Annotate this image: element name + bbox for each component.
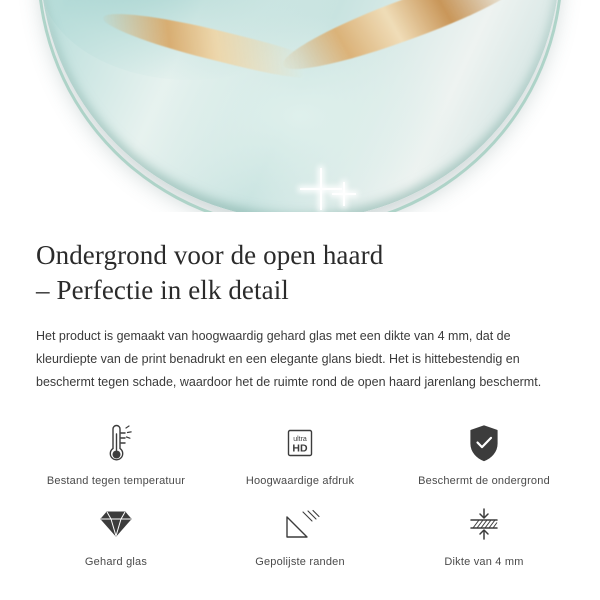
svg-text:HD: HD: [292, 442, 308, 455]
feature-item-surface-protection: [392, 420, 576, 487]
polished-edges-icon: [279, 501, 321, 547]
shield-check-icon: [463, 420, 505, 466]
feature-label: Hoogwaardige afdruk: [245, 475, 355, 488]
headline-line-2: – Perfectie in elk detail: [36, 274, 289, 305]
thermometer-icon: [96, 420, 136, 466]
feature-item-temperature: [24, 420, 208, 487]
ultra-hd-icon: [278, 420, 322, 466]
page-title: [36, 238, 564, 307]
text-content: [0, 212, 600, 394]
thickness-arrows-icon: [462, 501, 506, 547]
diamond-icon: [94, 501, 138, 547]
hero-image: [0, 0, 600, 212]
feature-label: Bestand tegen temperatuur: [46, 475, 186, 488]
glass-edge-highlight: [40, 0, 560, 212]
product-description: Het product is gemaakt van hoogwaardig gehard glas met een dikte van 4 mm, dat de kleurdiepte van de print benadrukt en een elegante glans biedt. Het is hittebestendig en beschermt tegen schade, waardoor het de ruimte rond de open haard jarenlang beschermt.: [36, 329, 542, 390]
feature-label: Dikte van 4 mm: [444, 556, 524, 569]
feature-label: Gepolijste randen: [255, 556, 345, 569]
feature-item-polished-edges: [208, 501, 392, 568]
svg-text:ultra: ultra: [293, 436, 307, 444]
headline-line-1: Ondergrond voor de open haard: [36, 240, 384, 270]
feature-item-print-quality: [208, 420, 392, 487]
feature-label: Beschermt de ondergrond: [418, 475, 550, 488]
feature-grid: [0, 420, 600, 568]
round-glass-panel: [40, 0, 560, 212]
feature-label: Gehard glas: [84, 556, 148, 569]
feature-item-thickness: [392, 501, 576, 568]
feature-item-tempered-glass: [24, 501, 208, 568]
